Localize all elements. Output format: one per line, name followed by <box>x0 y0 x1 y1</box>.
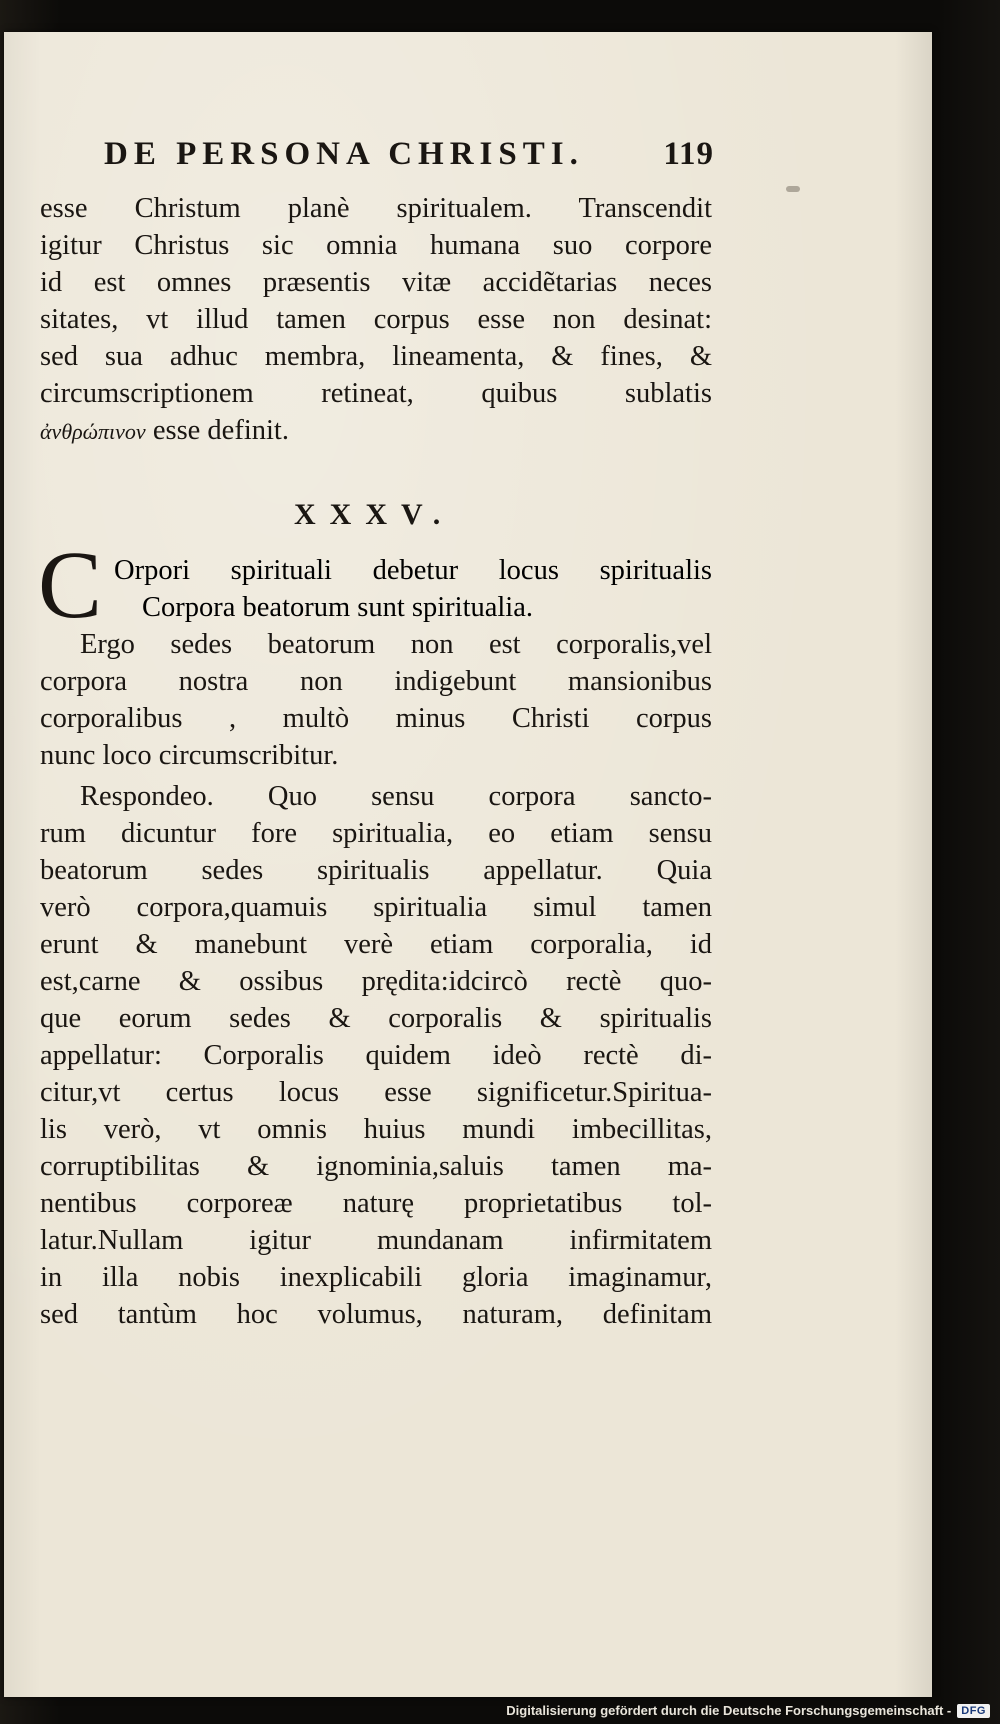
text-line: esse Christum planè spiritualem. Transcendit <box>40 193 712 224</box>
text-line: id est omnes præsentis vitæ accidẽtarias neces <box>40 267 712 298</box>
page-number: 119 <box>663 136 714 172</box>
text-line: in illa nobis inexplicabili gloria imaginamur, <box>40 1262 712 1293</box>
text-line: sed sua adhuc membra, lineamenta, & fines, & <box>40 341 712 372</box>
dropcap-lines <box>114 552 712 626</box>
text-line: igitur Christus sic omnia humana suo corpore <box>40 230 712 261</box>
text-line: nunc loco circumscribitur. <box>40 740 339 771</box>
text-line: verò corpora,quamuis spiritualia simul tamen <box>40 892 712 923</box>
text-line: Ergo sedes beatorum non est corporalis,vel <box>80 629 712 660</box>
text-line: Corpora beatorum sunt spiritualia. <box>142 592 533 623</box>
text-line: citur,vt certus locus esse significetur.Spiritua- <box>40 1077 712 1108</box>
text-line: erunt & manebunt verè etiam corporalia, id <box>40 929 712 960</box>
digitization-credit <box>506 1703 990 1718</box>
text-line: sitates, vt illud tamen corpus esse non desinat: <box>40 304 712 335</box>
text-line: latur.Nullam igitur mundanam infirmitatem <box>40 1225 712 1256</box>
text-line: lis verò, vt omnis huius mundi imbecillitas, <box>40 1114 712 1145</box>
text-line: est,carne & ossibus prędita:idcircò rectè quo- <box>40 966 712 997</box>
response-paragraph <box>40 778 712 1333</box>
page-header <box>104 136 714 173</box>
drop-capital: C <box>38 531 103 638</box>
text-line: appellatur: Corporalis quidem ideò rectè di- <box>40 1040 712 1071</box>
text-fragment: esse definit. <box>145 415 289 446</box>
text-line: que eorum sedes & corporalis & spiritualis <box>40 1003 712 1034</box>
text-line: sed tantùm hoc volumus, naturam, definitam <box>40 1299 712 1330</box>
argument-paragraph <box>40 626 712 774</box>
book-page <box>4 32 932 1697</box>
ink-speck <box>786 186 800 192</box>
text-line: beatorum sedes spiritualis appellatur. Quia <box>40 855 712 886</box>
text-line: circumscriptionem retineat, quibus sublatis <box>40 378 712 409</box>
text-line: corporalibus , multò minus Christi corpus <box>40 703 712 734</box>
text-line: corruptibilitas & ignominia,saluis tamen ma- <box>40 1151 712 1182</box>
running-head: DE PERSONA CHRISTI. <box>104 136 584 172</box>
dfg-logo: DFG <box>957 1704 990 1718</box>
greek-word: ἀνθρώπινον <box>40 419 146 444</box>
section-number: XXXV. <box>294 498 455 531</box>
text-line: corpora nostra non indigebunt mansionibus <box>40 666 712 697</box>
text-line: rum dicuntur fore spiritualia, eo etiam sensu <box>40 818 712 849</box>
credit-text: Digitalisierung gefördert durch die Deutsche Forschungsgemeinschaft - <box>506 1703 952 1718</box>
text-line-last <box>40 412 712 449</box>
text-line: Orpori spirituali debetur locus spiritualis <box>114 555 712 586</box>
text-line: Respondeo. Quo sensu corpora sancto- <box>80 781 712 812</box>
text-line: nentibus corporeæ naturę proprietatibus tol- <box>40 1188 712 1219</box>
paragraph-continuation <box>40 190 712 449</box>
